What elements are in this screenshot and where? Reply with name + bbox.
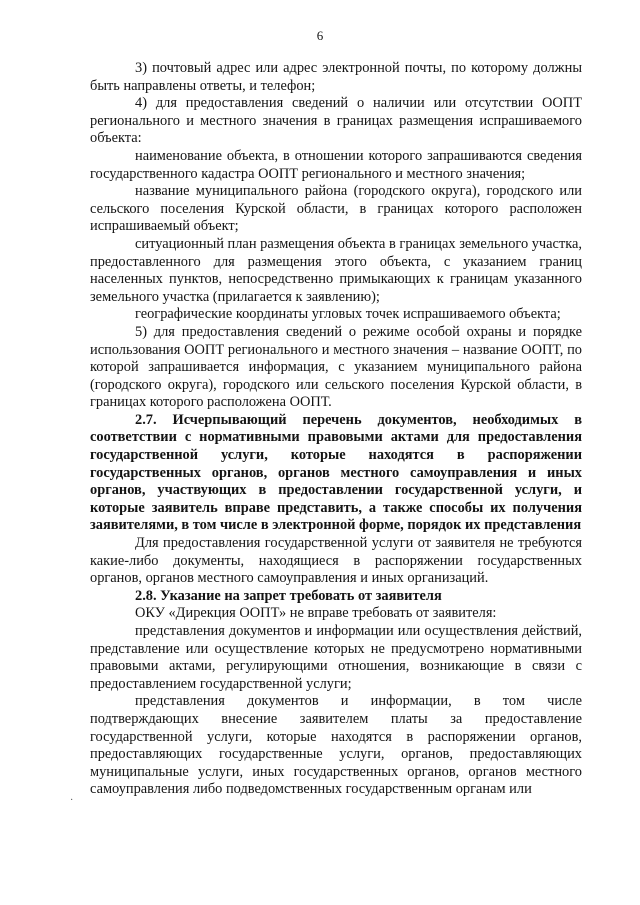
margin-dot: ·: [70, 795, 74, 806]
document-body: [90, 60, 582, 799]
paragraph-coordinates: географические координаты угловых точек испрашиваемого объекта;: [135, 306, 561, 323]
page-number: 6: [316, 28, 324, 43]
paragraph-representation-1: представления документов и информации или осуществления действий, представление или осуществление которых не предусмотрено нормативными правовыми актами, регулирующими отношения, возникающие в связи с предоставлением государственной услуги;: [90, 623, 582, 692]
paragraph-oku-statement: ОКУ «Дирекция ООПТ» не вправе требовать от заявителя:: [135, 605, 497, 622]
paragraph-situation-plan: ситуационный план размещения объекта в границах земельного участка, предоставленного для размещения этого объекта, с указанием границ населенных пунктов, непосредственно примыкающих к границам указанного земельного участка (прилагается к заявлению);: [90, 235, 582, 305]
paragraph-no-documents: Для предоставления государственной услуги от заявителя не требуются какие-либо документы, находящиеся в распоряжении государственных органов, органов местного самоуправления и иных организаций.: [90, 535, 582, 587]
paragraph-item-5: 5) для предоставления сведений о режиме особой охраны и порядке использования ООПТ регионального и местного значения – название ООПТ, по которой запрашивается информация, с указанием муниципального района (городского округа), городского или сельского поселения Курской области, в границах которого расположена ООПТ.: [90, 323, 582, 411]
paragraph-item-4: 4) для предоставления сведений о наличии или отсутствии ООПТ регионального и местного значения в границах размещения испрашиваемого объекта:: [90, 95, 582, 147]
paragraph-district-name: название муниципального района (городского округа), городского или сельского поселения Курской области, в границах которого расположен испрашиваемый объект;: [90, 183, 582, 235]
paragraph-item-3: 3) почтовый адрес или адрес электронной почты, по которому должны быть направлены ответы, и телефон;: [90, 60, 582, 94]
paragraph-object-name: наименование объекта, в отношении которого запрашиваются сведения государственного кадастра ООПТ регионального и местного значения;: [90, 147, 582, 182]
section-heading-2-7: 2.7. Исчерпывающий перечень документов, необходимых в соответствии с нормативными правовыми актами для предоставления государственной услуги, которые находятся в распоряжении государственных органов, органов местного самоуправления и иных органов, участвующих в предоставлении государственной услуги, и которые заявитель вправе представить, а также способы их получения заявителями, в том числе в электронной форме, порядок их представления: [90, 411, 582, 534]
section-heading-2-8: 2.8. Указание на запрет требовать от заявителя: [135, 587, 442, 604]
paragraph-representation-2: представления документов и информации, в том числе подтверждающих внесение заявителем платы за предоставление государственной услуги, которые находятся в распоряжении органов, предоставляющих государственные услуги, органов, предоставляющих муниципальные услуги, иных государственных органов, органов местного самоуправления либо подведомственных государственным органам или: [90, 693, 582, 798]
